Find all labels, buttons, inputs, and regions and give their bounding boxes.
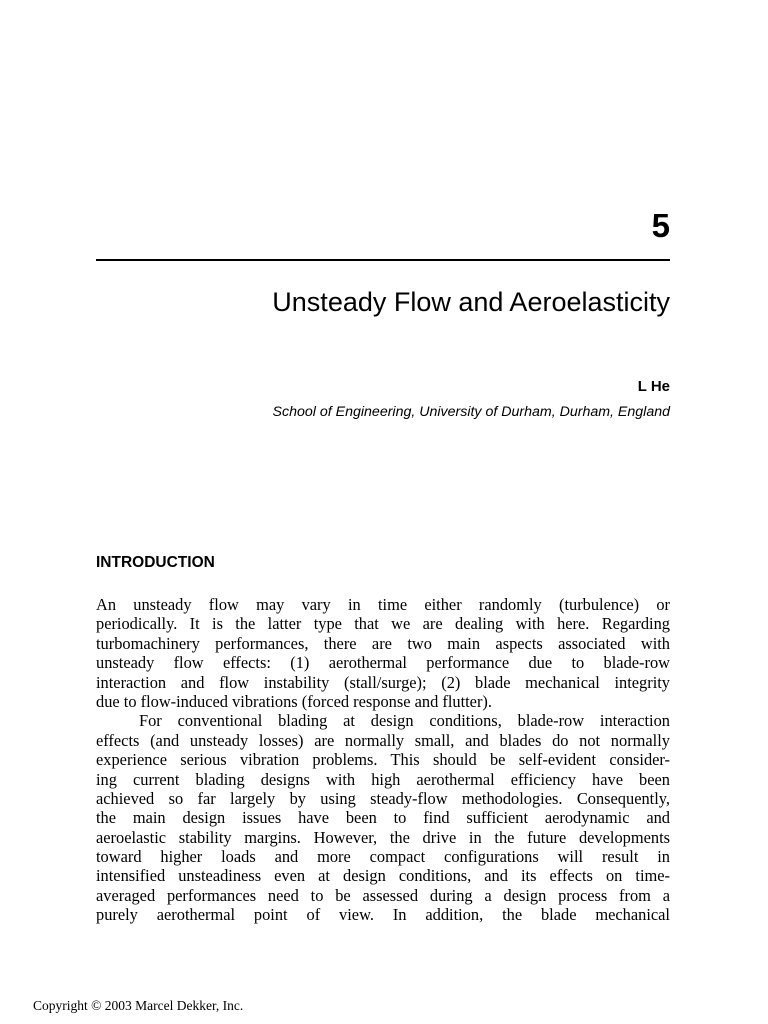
- body-line: turbomachinery performances, there are two main aspects associated with: [96, 633, 670, 653]
- author-name: L He: [637, 378, 670, 395]
- body-line: For conventional blading at design conditions, blade-row interaction: [139, 711, 670, 731]
- body-line: unsteady flow effects: (1) aerothermal performance due to blade-row: [96, 653, 670, 673]
- body-line: effects (and unsteady losses) are normally small, and blades do not normally: [96, 730, 670, 750]
- section-heading: INTRODUCTION: [96, 554, 215, 571]
- body-line: An unsteady flow may vary in time either randomly (turbulence) or: [96, 595, 670, 614]
- title-rule: [96, 259, 670, 261]
- chapter-title: Unsteady Flow and Aeroelasticity: [272, 287, 670, 317]
- body-line: ing current blading designs with high aerothermal efficiency have been: [96, 769, 670, 789]
- chapter-number: 5: [651, 207, 670, 244]
- body-line: averaged performances need to be assessed during a design process from a: [96, 885, 670, 905]
- body-line: purely aerothermal point of view. In addition, the blade mechanical: [96, 905, 670, 925]
- body-line: achieved so far largely by using steady-flow methodologies. Consequently,: [96, 788, 670, 808]
- body-line: intensified unsteadiness even at design conditions, and its effects on time-: [96, 866, 670, 886]
- author-affiliation: School of Engineering, University of Durham, Durham, England: [272, 404, 670, 420]
- body-text: [96, 595, 670, 925]
- body-line: aeroelastic stability margins. However, the drive in the future developments: [96, 827, 670, 847]
- copyright-notice: Copyright © 2003 Marcel Dekker, Inc.: [33, 998, 244, 1013]
- body-line: toward higher loads and more compact configurations will result in: [96, 847, 670, 867]
- body-line: periodically. It is the latter type that we are dealing with here. Regarding: [96, 614, 670, 634]
- body-line: interaction and flow instability (stall/surge); (2) blade mechanical integrity: [96, 672, 670, 692]
- body-line: due to flow-induced vibrations (forced response and flutter).: [96, 691, 492, 711]
- body-line: experience serious vibration problems. This should be self-evident consider-: [96, 750, 670, 770]
- body-line: the main design issues have been to find sufficient aerodynamic and: [96, 808, 670, 828]
